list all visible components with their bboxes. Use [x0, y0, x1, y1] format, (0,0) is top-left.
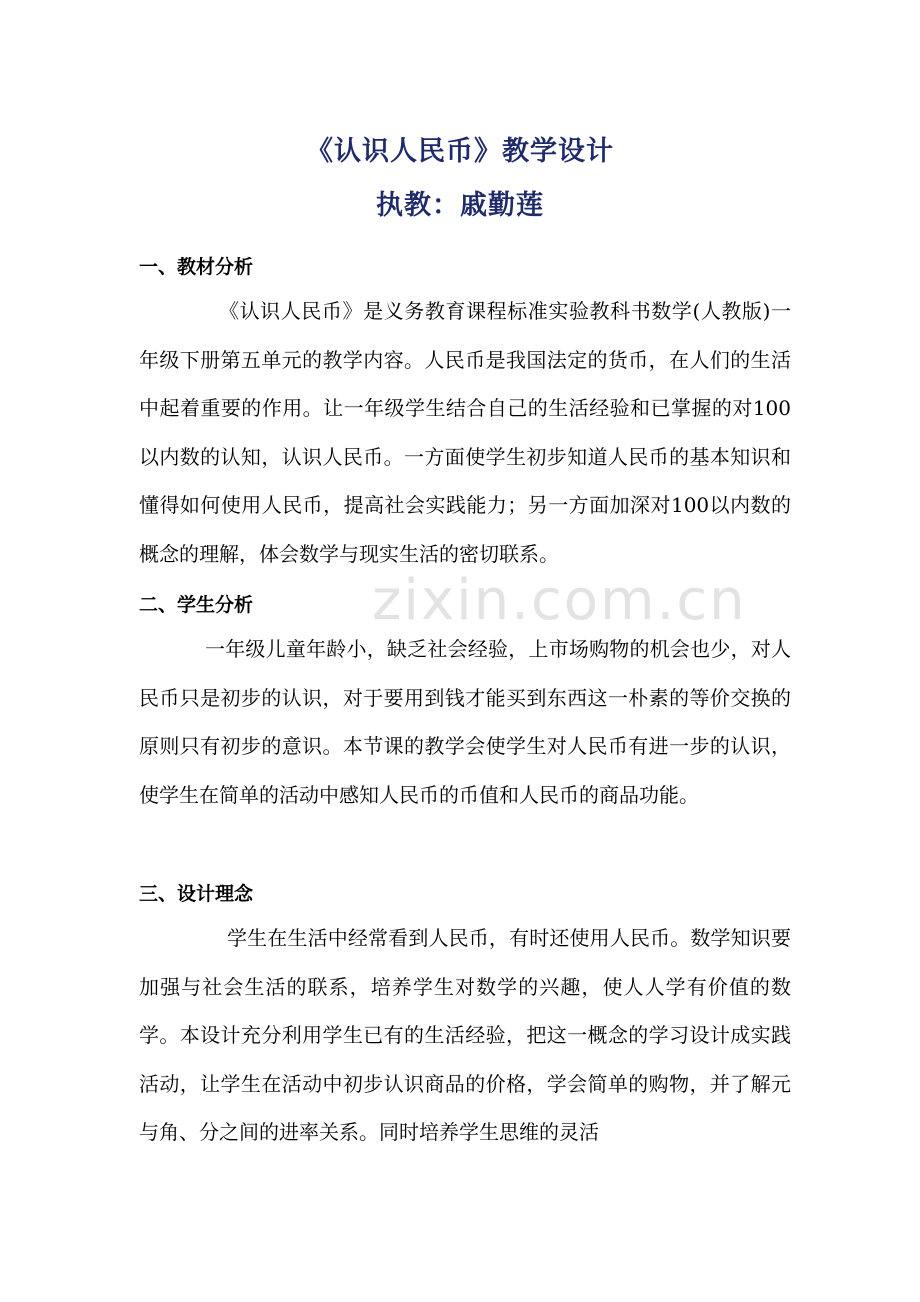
document-title: 《认识人民币》教学设计	[306, 136, 614, 167]
section-heading-student-analysis: 二、学生分析	[139, 594, 254, 616]
author-line: 执教：戚勤莲	[376, 190, 544, 221]
section-heading-design-concept: 三、设计理念	[139, 883, 254, 905]
watermark: zixin.com.cn	[372, 568, 747, 633]
section-body-textbook-analysis: 《认识人民币》是义务教育课程标准实验教科书数学(人教版)一年级下册第五单元的教学内容。人民币是我国法定的货币，在人们的生活中起着重要的作用。让一年级学生结合自己的生活经验和已掌握的对100以内数的认知，认识人民币。一方面使学生初步知道人民币的基本知识和懂得如何使用人民币，提高社会实践能力；另一方面加深对100以内数的概念的理解，体会数学与现实生活的密切联系。	[139, 299, 791, 566]
section-body-student-analysis: 一年级儿童年龄小，缺乏社会经验，上市场购物的机会也少，对人民币只是初步的认识，对于要用到钱才能买到东西这一朴素的等价交换的原则只有初步的意识。本节课的教学会使学生对人民币有进一步的认识，使学生在简单的活动中感知人民币的币值和人民币的商品功能。	[139, 637, 791, 807]
section-heading-textbook-analysis: 一、教材分析	[139, 256, 254, 278]
section-body-design-concept: 学生在生活中经常看到人民币，有时还使用人民币。数学知识要加强与社会生活的联系，培养学生对数学的兴趣，使人人学有价值的数学。本设计充分利用学生已有的生活经验，把这一概念的学习设计成实践活动，让学生在活动中初步认识商品的价格，学会简单的购物，并了解元与角、分之间的进率关系。同时培养学生思维的灵活	[139, 926, 791, 1145]
